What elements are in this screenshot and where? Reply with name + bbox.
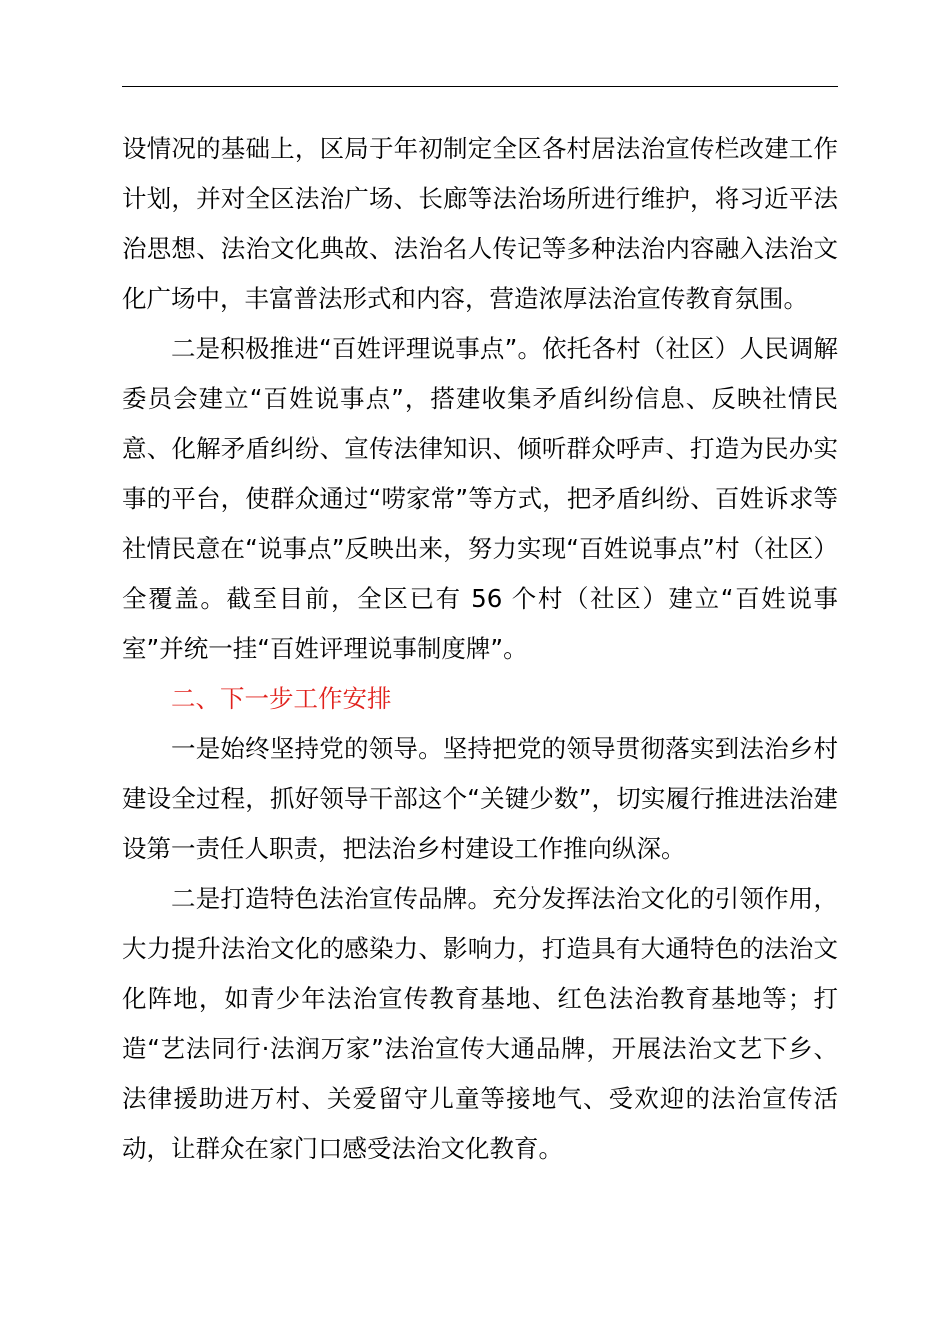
section-heading-next-steps: 二、下一步工作安排 — [171, 684, 392, 713]
paragraph-continued: 设情况的基础上，区局于年初制定全区各村居法治宣传栏改建工作计划，并对全区法治广场、长廊等法治场所进行维护，将习近平法治思想、法治文化典故、法治名人传记等多种法治内容融入法治文化广场中，丰富普法形式和内容，营造浓厚法治宣传教育氛围。 — [122, 134, 838, 313]
paragraph-point-two-complaint-points: 二是积极推进“百姓评理说事点”。依托各村（社区）人民调解委员会建立“百姓说事点”，搭建收集矛盾纠纷信息、反映社情民意、化解矛盾纠纷、宣传法律知识、倾听群众呼声、打造为民办实事的平台，使群众通过“唠家常”等方式，把矛盾纠纷、百姓诉求等社情民意在“说事点”反映出来，努力实现“百姓说事点”村（社区）全覆盖。截至目前，全区已有 56 个村（社区）建立“百姓说事室”并统一挂“百姓评理说事制度牌”。 — [122, 334, 838, 663]
paragraph-point-one-party-leadership: 一是始终坚持党的领导。坚持把党的领导贯彻落实到法治乡村建设全过程，抓好领导干部这个“关键少数”，切实履行推进法治建设第一责任人职责，把法治乡村建设工作推向纵深。 — [122, 734, 838, 863]
paragraph-point-two-brand: 二是打造特色法治宣传品牌。充分发挥法治文化的引领作用，大力提升法治文化的感染力、影响力，打造具有大通特色的法治文化阵地，如青少年法治宣传教育基地、红色法治教育基地等；打造“艺法同行·法润万家”法治宣传大通品牌，开展法治文艺下乡、法律援助进万村、关爱留守儿童等接地气、受欢迎的法治宣传活动，让群众在家门口感受法治文化教育。 — [122, 884, 838, 1163]
header-rule — [122, 86, 838, 87]
document-body — [122, 124, 838, 1174]
